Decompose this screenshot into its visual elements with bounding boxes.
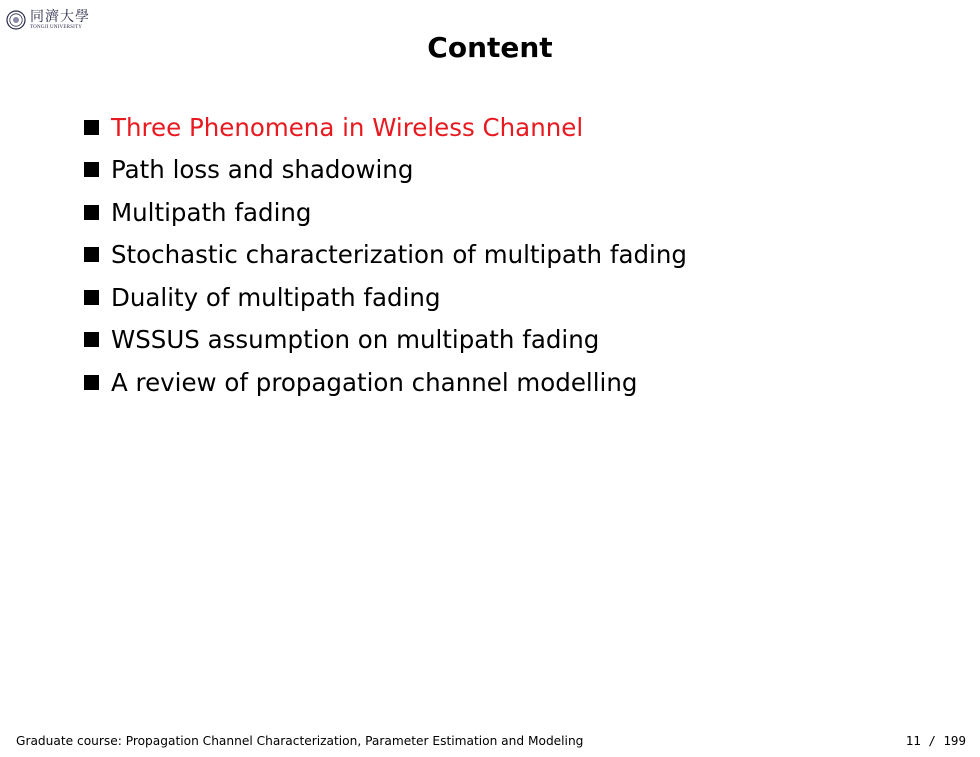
toc-item-label: WSSUS assumption on multipath fading xyxy=(111,325,600,355)
toc-item-label: A review of propagation channel modelling xyxy=(111,367,638,397)
logo-wordmark xyxy=(30,10,90,30)
toc-item-label: Duality of multipath fading xyxy=(111,282,441,312)
square-bullet-icon xyxy=(84,205,99,220)
toc-item xyxy=(84,106,687,149)
square-bullet-icon xyxy=(84,332,99,347)
toc-item xyxy=(84,149,687,192)
table-of-contents xyxy=(84,106,687,404)
slide-footer xyxy=(16,733,966,748)
toc-item-label: Multipath fading xyxy=(111,197,312,227)
square-bullet-icon xyxy=(84,247,99,262)
toc-item-label: Stochastic characterization of multipath fading xyxy=(111,240,687,270)
toc-item xyxy=(84,319,687,362)
logo-chinese-name: 同濟大學 xyxy=(30,9,90,25)
toc-item-label: Path loss and shadowing xyxy=(111,155,414,185)
university-seal-icon xyxy=(6,10,26,30)
logo-english-name: TONGJI UNIVERSITY xyxy=(30,25,83,30)
toc-item xyxy=(84,361,687,404)
square-bullet-icon xyxy=(84,375,99,390)
toc-item-label: Three Phenomena in Wireless Channel xyxy=(111,112,584,142)
page-number: 11 / 199 xyxy=(905,733,966,748)
toc-item xyxy=(84,276,687,319)
square-bullet-icon xyxy=(84,290,99,305)
toc-item xyxy=(84,234,687,277)
slide-title: Content xyxy=(427,31,553,64)
course-title: Graduate course: Propagation Channel Characterization, Parameter Estimation and Modeling xyxy=(16,734,584,748)
toc-item xyxy=(84,191,687,234)
square-bullet-icon xyxy=(84,120,99,135)
square-bullet-icon xyxy=(84,162,99,177)
